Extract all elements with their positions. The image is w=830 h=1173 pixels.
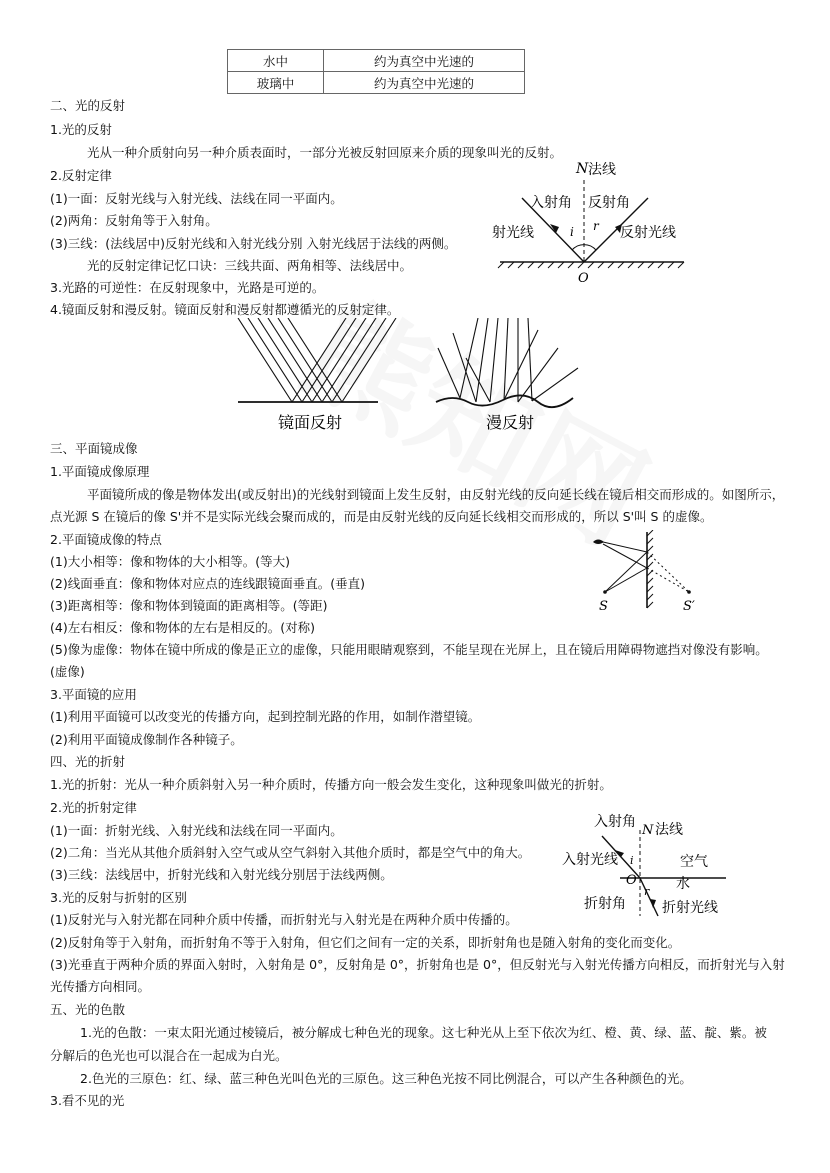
label-normal: 法线	[655, 822, 683, 838]
plane-mirror-diagram	[585, 530, 705, 615]
label-incident-angle: 入射角	[594, 814, 636, 830]
label-reflect-angle: 反射角	[588, 195, 630, 211]
list-item: (虚像)	[50, 664, 85, 679]
label-incident-ray: 射光线	[492, 225, 534, 241]
list-item: (2)反射角等于入射角，而折射角不等于入射角，但它们之间有一定的关系，即折射角也是随入射角的变化而变化。	[50, 935, 681, 950]
label-S: S	[599, 599, 608, 614]
subheading: 2.反射定律	[50, 168, 112, 183]
table-cell-desc: 约为真空中光速的	[324, 72, 525, 94]
list-item: (2)两角：反射角等于入射角。	[50, 213, 218, 228]
subheading: 1.平面镜成像原理	[50, 464, 150, 479]
label-r: r	[593, 219, 599, 233]
subheading: 3.看不见的光	[50, 1093, 125, 1108]
list-item: (1)利用平面镜可以改变光的传播方向，起到控制光路的作用，如制作潜望镜。	[50, 709, 481, 724]
label-N: N	[642, 823, 654, 838]
label-incident-angle: 入射角	[530, 195, 572, 211]
table-row	[228, 50, 525, 72]
label-refracted-ray: 折射光线	[662, 900, 718, 916]
label-S-prime: S′	[683, 599, 695, 614]
paragraph: 1.光的折射：光从一种介质斜射入另一种介质时，传播方向一般会发生变化，这种现象叫做光的折射。	[50, 777, 612, 792]
list-item: (2)二角：当光从其他介质斜射入空气或从空气斜射入其他介质时，都是空气中的角大。	[50, 845, 531, 860]
subheading: 4.镜面反射和漫反射。镜面反射和漫反射都遵循光的反射定律。	[50, 302, 400, 317]
list-item: (1)一面：反射光线与入射光线、法线在同一平面内。	[50, 191, 343, 206]
list-item: (3)距离相等：像和物体到镜面的距离相等。(等距)	[50, 598, 328, 613]
list-item: (3)三线：(法线居中)反射光线和入射光线分别 入射光线居于法线的两侧。	[50, 236, 457, 251]
paragraph: 点光源 S 在镜后的像 S'并不是实际光线会聚而成的，而是由反射光线的反向延长线相交而形成的，所以 S'叫 S 的虚像。	[50, 509, 713, 524]
section-heading: 二、光的反射	[50, 98, 126, 113]
subheading: 3.平面镜的应用	[50, 687, 137, 702]
paragraph: 1.光的色散：一束太阳光通过棱镜后，被分解成七种色光的现象。这七种光从上至下依次为红、橙、黄、绿、蓝、靛、紫。被	[80, 1025, 767, 1040]
subheading: 3.光的反射与折射的区别	[50, 890, 187, 905]
list-item: (4)左右相反：像和物体的左右是相反的。(对称)	[50, 620, 315, 635]
paragraph: 光从一种介质射向另一种介质表面时，一部分光被反射回原来介质的现象叫光的反射。	[87, 145, 563, 160]
table-cell-medium: 水中	[228, 50, 324, 72]
list-item: (5)像为虚像：物体在镜中所成的像是正立的虚像，只能用眼睛观察到，不能呈现在光屏上，且在镜后用障碍物遮挡对像没有影响。	[50, 642, 768, 657]
list-item: 光传播方向相同。	[50, 979, 151, 994]
label-air: 空气	[680, 854, 708, 870]
list-item: (2)利用平面镜成像制作各种镜子。	[50, 732, 243, 747]
section-heading: 五、光的色散	[50, 1002, 126, 1017]
reflection-diagram	[488, 158, 698, 286]
label-normal: 法线	[588, 162, 616, 178]
label-N: N	[576, 161, 589, 177]
subheading: 3.光路的可逆性：在反射现象中，光路是可逆的。	[50, 280, 325, 295]
label-diffuse: 漫反射	[486, 413, 535, 432]
subheading: 1.光的反射	[50, 122, 112, 137]
label-incident-ray: 入射光线	[562, 852, 618, 868]
subheading: 2.光的折射定律	[50, 800, 137, 815]
subheading: 2.平面镜成像的特点	[50, 532, 162, 547]
label-specular: 镜面反射	[278, 413, 343, 432]
mnemonic: 光的反射定律记忆口诀：三线共面、两角相等、法线居中。	[87, 258, 413, 273]
paragraph: 2.色光的三原色：红、绿、蓝三种色光叫色光的三原色。这三种色光按不同比例混合，可以产生各种颜色的光。	[80, 1071, 692, 1086]
table-row	[228, 72, 525, 94]
label-r: r	[644, 885, 650, 898]
list-item: (3)三线：法线居中，折射光线和入射光线分别居于法线两侧。	[50, 867, 393, 882]
table-cell-desc: 约为真空中光速的	[324, 50, 525, 72]
label-refract-angle: 折射角	[584, 896, 626, 912]
section-heading: 三、平面镜成像	[50, 441, 138, 456]
refraction-diagram	[558, 812, 738, 920]
label-i: i	[570, 225, 574, 239]
label-O: O	[578, 271, 589, 286]
label-water: 水	[676, 876, 690, 892]
label-i: i	[630, 854, 634, 867]
list-item: (1)反射光与入射光都在同种介质中传播，而折射光与入射光是在两种介质中传播的。	[50, 912, 518, 927]
list-item: (2)线面垂直：像和物体对应点的连线跟镜面垂直。(垂直)	[50, 576, 365, 591]
specular-diffuse-diagram	[228, 318, 598, 434]
label-O: O	[626, 873, 637, 888]
table-cell-medium: 玻璃中	[228, 72, 324, 94]
section-heading: 四、光的折射	[50, 754, 126, 769]
paragraph: 分解后的色光也可以混合在一起成为白光。	[50, 1048, 288, 1063]
paragraph: 平面镜所成的像是物体发出(或反射出)的光线射到镜面上发生反射，由反射光线的反向延长线在镜后相交而形成的。如图所示，	[87, 487, 785, 502]
speed-table	[227, 49, 525, 94]
list-item: (1)大小相等：像和物体的大小相等。(等大)	[50, 554, 290, 569]
label-reflected-ray: 反射光线	[620, 225, 676, 241]
list-item: (3)光垂直于两种介质的界面入射时，入射角是 0°，反射角是 0°，折射角也是 0°，但反射光与入射光传播方向相反，而折射光与入射	[50, 957, 785, 972]
list-item: (1)一面：折射光线、入射光线和法线在同一平面内。	[50, 823, 343, 838]
